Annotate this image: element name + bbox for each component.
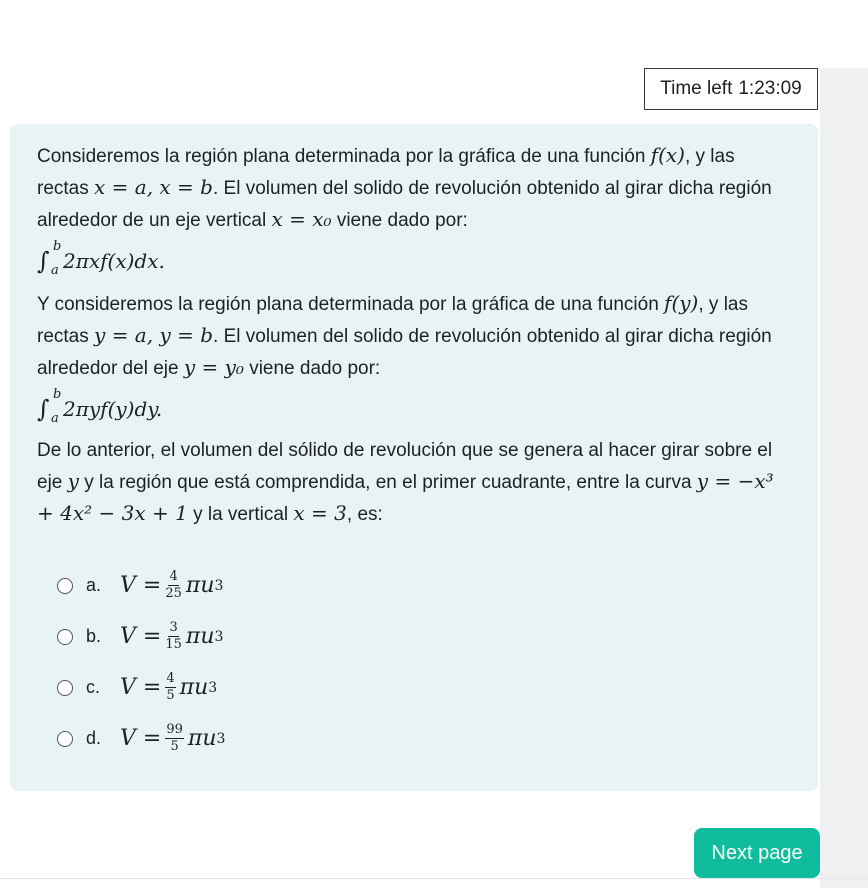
numerator: 4 [169, 569, 178, 584]
text: y la vertical [187, 504, 294, 525]
exponent: 3 [214, 628, 224, 645]
text: Consideremos la región plana determinada por la gráfica de una función [37, 146, 651, 167]
math-fy: f(y) [664, 291, 699, 315]
math-y0: y = y₀ [183, 355, 244, 379]
answer-option-d[interactable] [37, 713, 790, 764]
formula-prefix: V = [120, 675, 162, 700]
next-page-button[interactable]: Next page [694, 828, 820, 878]
timer-label: Time left [660, 78, 733, 99]
option-letter: d. [86, 728, 102, 748]
option-formula [120, 570, 223, 601]
exponent: 3 [216, 730, 226, 747]
divider [0, 878, 868, 879]
radio-button[interactable] [57, 680, 73, 696]
text: , es: [346, 504, 383, 525]
text: Y consideremos la región plana determinada por la gráfica de una función [37, 294, 665, 315]
math-curve: y = −x³ + 4x² − 3x + 1 [37, 469, 774, 525]
option-formula [120, 621, 223, 652]
fraction [165, 672, 175, 703]
option-letter: c. [86, 677, 101, 697]
answer-option-c[interactable] [37, 662, 790, 713]
fraction [165, 723, 184, 754]
option-formula [120, 672, 217, 703]
formula-suffix: πu [179, 675, 209, 700]
numerator: 3 [169, 620, 178, 635]
exponent: 3 [214, 577, 224, 594]
math-fx: f(x) [650, 143, 685, 167]
denominator: 5 [166, 688, 175, 703]
text: viene dado por: [243, 358, 381, 379]
radio-button[interactable] [57, 578, 73, 594]
math-x-limits: x = a, x = b [94, 175, 213, 199]
integrand-y: 2πyf(y)dy. [63, 397, 163, 421]
math-y-limits: y = a, y = b [94, 323, 214, 347]
integral-formula-y [37, 386, 790, 432]
fraction [165, 621, 182, 652]
exponent: 3 [208, 679, 218, 696]
integral-sign-icon: ∫ b a [37, 387, 62, 426]
answer-option-b[interactable] [37, 611, 790, 662]
upper-limit: b [53, 239, 62, 254]
math-y-axis: y [67, 469, 79, 493]
text: . El volumen del solido de revolución obtenido al girar dicha región alrededor de un eje vertical [37, 178, 772, 231]
denominator: 5 [170, 739, 179, 754]
denominator: 15 [165, 637, 182, 652]
text: . El volumen del solido de revolución obtenido al girar dicha región alrededor del eje [37, 326, 772, 379]
option-formula [120, 723, 225, 754]
answer-options [37, 560, 790, 764]
question-paragraph-1 [37, 140, 790, 236]
formula-suffix: πu [185, 624, 215, 649]
answer-option-a[interactable] [37, 560, 790, 611]
text: , y las rectas [37, 146, 735, 199]
radio-button[interactable] [57, 731, 73, 747]
question-paragraph-2 [37, 288, 790, 384]
option-letter: b. [86, 626, 102, 646]
fraction [165, 570, 182, 601]
text: viene dado por: [331, 210, 468, 231]
integrand-x: 2πxf(x)dx. [63, 249, 165, 273]
text: De lo anterior, el volumen del sólido de revolución que se genera al hacer girar sobre el eje [37, 440, 773, 493]
timer-value: 1:23:09 [738, 78, 802, 99]
math-x0: x = x₀ [271, 207, 332, 231]
text: y la región que está comprendida, en el primer cuadrante, entre la curva [78, 472, 697, 493]
math-vertical: x = 3 [293, 501, 347, 525]
upper-limit: b [53, 387, 62, 402]
formula-prefix: V = [120, 573, 162, 598]
formula-suffix: πu [187, 726, 217, 751]
lower-limit: a [51, 411, 59, 426]
option-letter: a. [86, 575, 102, 595]
formula-prefix: V = [120, 726, 162, 751]
formula-prefix: V = [120, 624, 162, 649]
integral-formula-x [37, 238, 790, 284]
question-card [10, 124, 818, 791]
integral-sign-icon: ∫ b a [37, 239, 62, 278]
numerator: 99 [166, 722, 183, 737]
time-left-indicator [644, 68, 818, 110]
denominator: 25 [165, 586, 182, 601]
radio-button[interactable] [57, 629, 73, 645]
question-paragraph-3 [37, 436, 790, 530]
right-rail [820, 68, 868, 888]
numerator: 4 [166, 671, 175, 686]
text: , y las rectas [37, 294, 748, 347]
lower-limit: a [51, 263, 59, 278]
formula-suffix: πu [185, 573, 215, 598]
